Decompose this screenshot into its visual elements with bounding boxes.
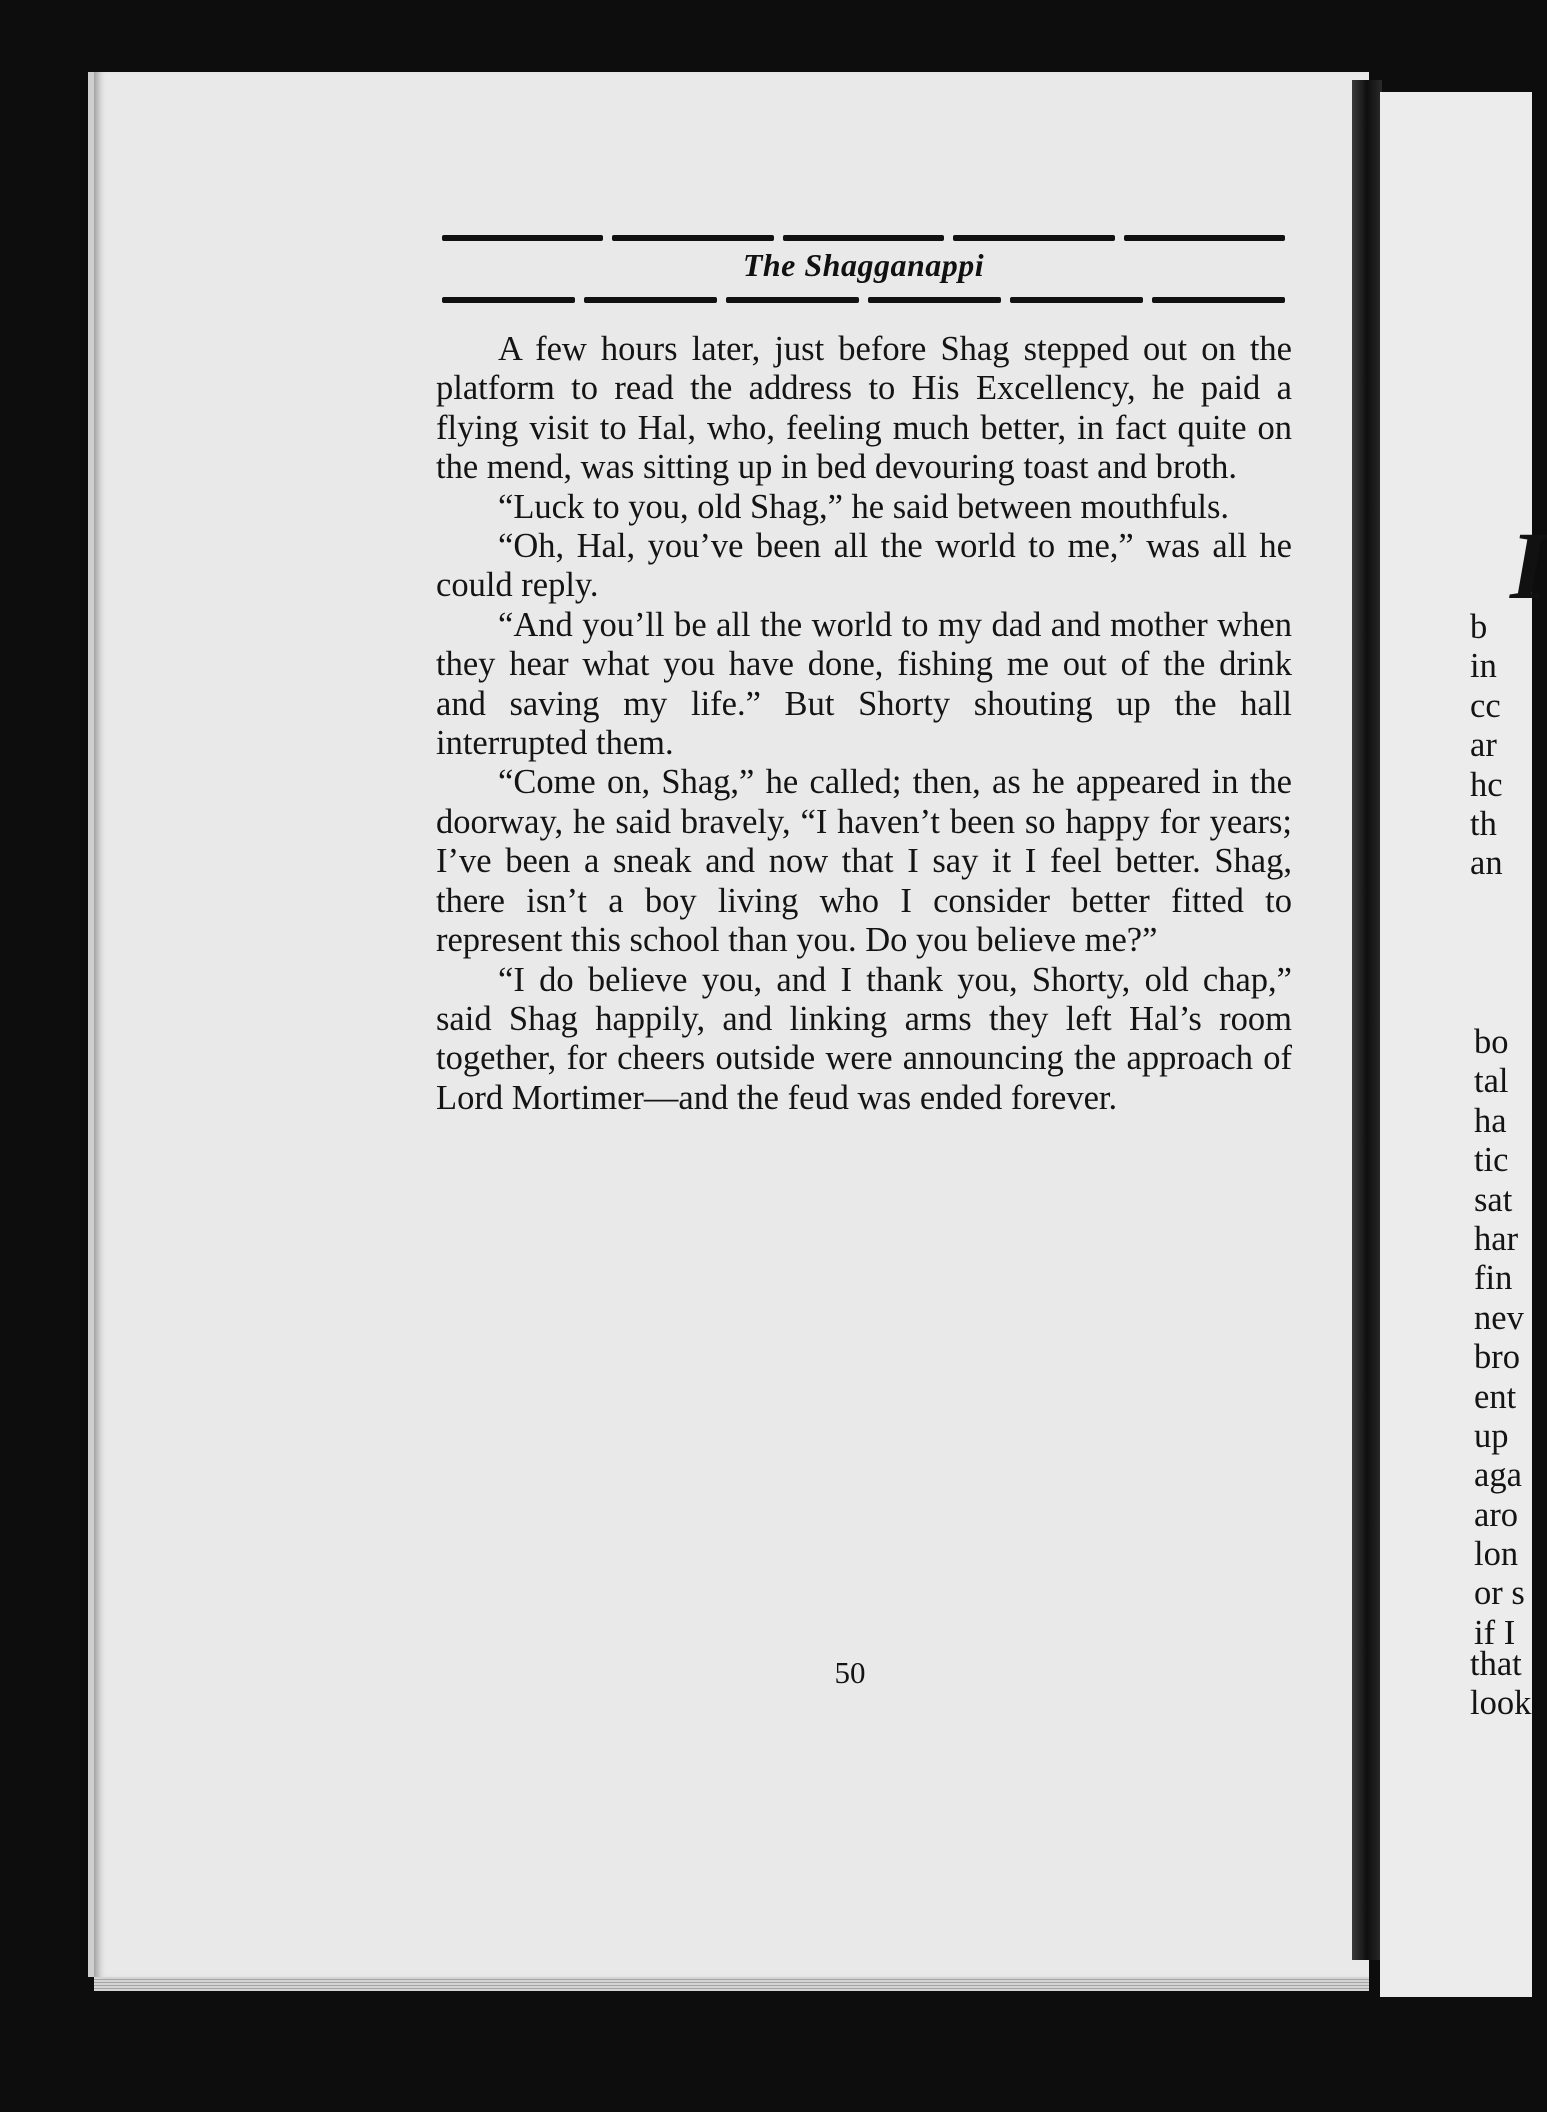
fragment-line: aga (1474, 1456, 1522, 1495)
running-header-title-wrap (442, 247, 1285, 284)
paragraph: “Oh, Hal, you’ve been all the world to me,” was all he could reply. (436, 527, 1292, 605)
paragraph: “And you’ll be all the world to my dad and mother when they hear what you have done, fishing me out of the drink and saving my life.” But Shorty shouting up the hall interrupted them. (436, 605, 1292, 763)
fragment-line: an (1470, 844, 1503, 883)
fragment-line: look (1470, 1684, 1532, 1723)
book-gutter (1352, 80, 1382, 1960)
fragment-line: lon (1474, 1535, 1519, 1574)
fragment-line: hc (1470, 765, 1503, 804)
fragment-line: bo (1474, 1023, 1509, 1061)
paragraph: “Luck to you, old Shag,” he said between mouthfuls. (498, 487, 1230, 526)
next-page-fragment-b (1474, 1023, 1536, 1653)
fragment-line: tal (1474, 1062, 1509, 1101)
fragment-line: th (1470, 804, 1497, 843)
fragment-line: sat (1474, 1180, 1513, 1219)
paragraph: “I do believe you, and I thank you, Shorty, old chap,” said Shag happily, and linking arms they left Hal’s room together, for cheers outside were announcing the approach of Lord Mortimer—and the feud was ended forever. (436, 960, 1292, 1117)
fragment-line: nev (1474, 1298, 1524, 1337)
paragraph: “Come on, Shag,” he called; then, as he appeared in the doorway, he said bravely, “I haven’t been so happy for years; I’ve been a sneak and now that I say it I feel better. Shag, there isn’t a boy living who I consider better fitted to represent this school than you. Do you believe me?” (436, 763, 1292, 960)
page-number: 50 (834, 1655, 866, 1690)
fragment-line: up (1474, 1416, 1509, 1455)
fragment-line: or s (1474, 1574, 1525, 1613)
fragment-line: bro (1474, 1338, 1520, 1377)
chapter-body (436, 330, 1292, 1118)
fragment-line: that (1470, 1645, 1522, 1683)
next-page-fragment-a (1470, 608, 1532, 884)
fragment-line: cc (1470, 686, 1501, 725)
next-page-drop-cap: I (1510, 512, 1547, 619)
paragraph: A few hours later, just before Shag stepped out on the platform to read the address to His Excellency, he paid a flying visit to Hal, who, feeling much better, in fact quite on the mend, was sitting up in bed devouring toast and broth. (436, 330, 1292, 487)
fragment-line: ar (1470, 726, 1497, 765)
fragment-line: har (1474, 1219, 1519, 1258)
next-page-fragment-c (1470, 1645, 1532, 1724)
running-header-title: The Shagganappi (729, 247, 998, 283)
header-top-rule (442, 235, 1285, 241)
fragment-line: fin (1474, 1259, 1513, 1298)
fragment-line: tic (1474, 1141, 1509, 1180)
fragment-line: b (1470, 608, 1488, 646)
header-bottom-rule (442, 297, 1285, 303)
fragment-line: if I (1474, 1613, 1516, 1652)
fragment-line: ha (1474, 1101, 1507, 1140)
running-header (442, 229, 1285, 311)
fragment-line: ent (1474, 1377, 1517, 1416)
fragment-line: aro (1474, 1495, 1519, 1534)
fragment-line: in (1470, 647, 1497, 686)
